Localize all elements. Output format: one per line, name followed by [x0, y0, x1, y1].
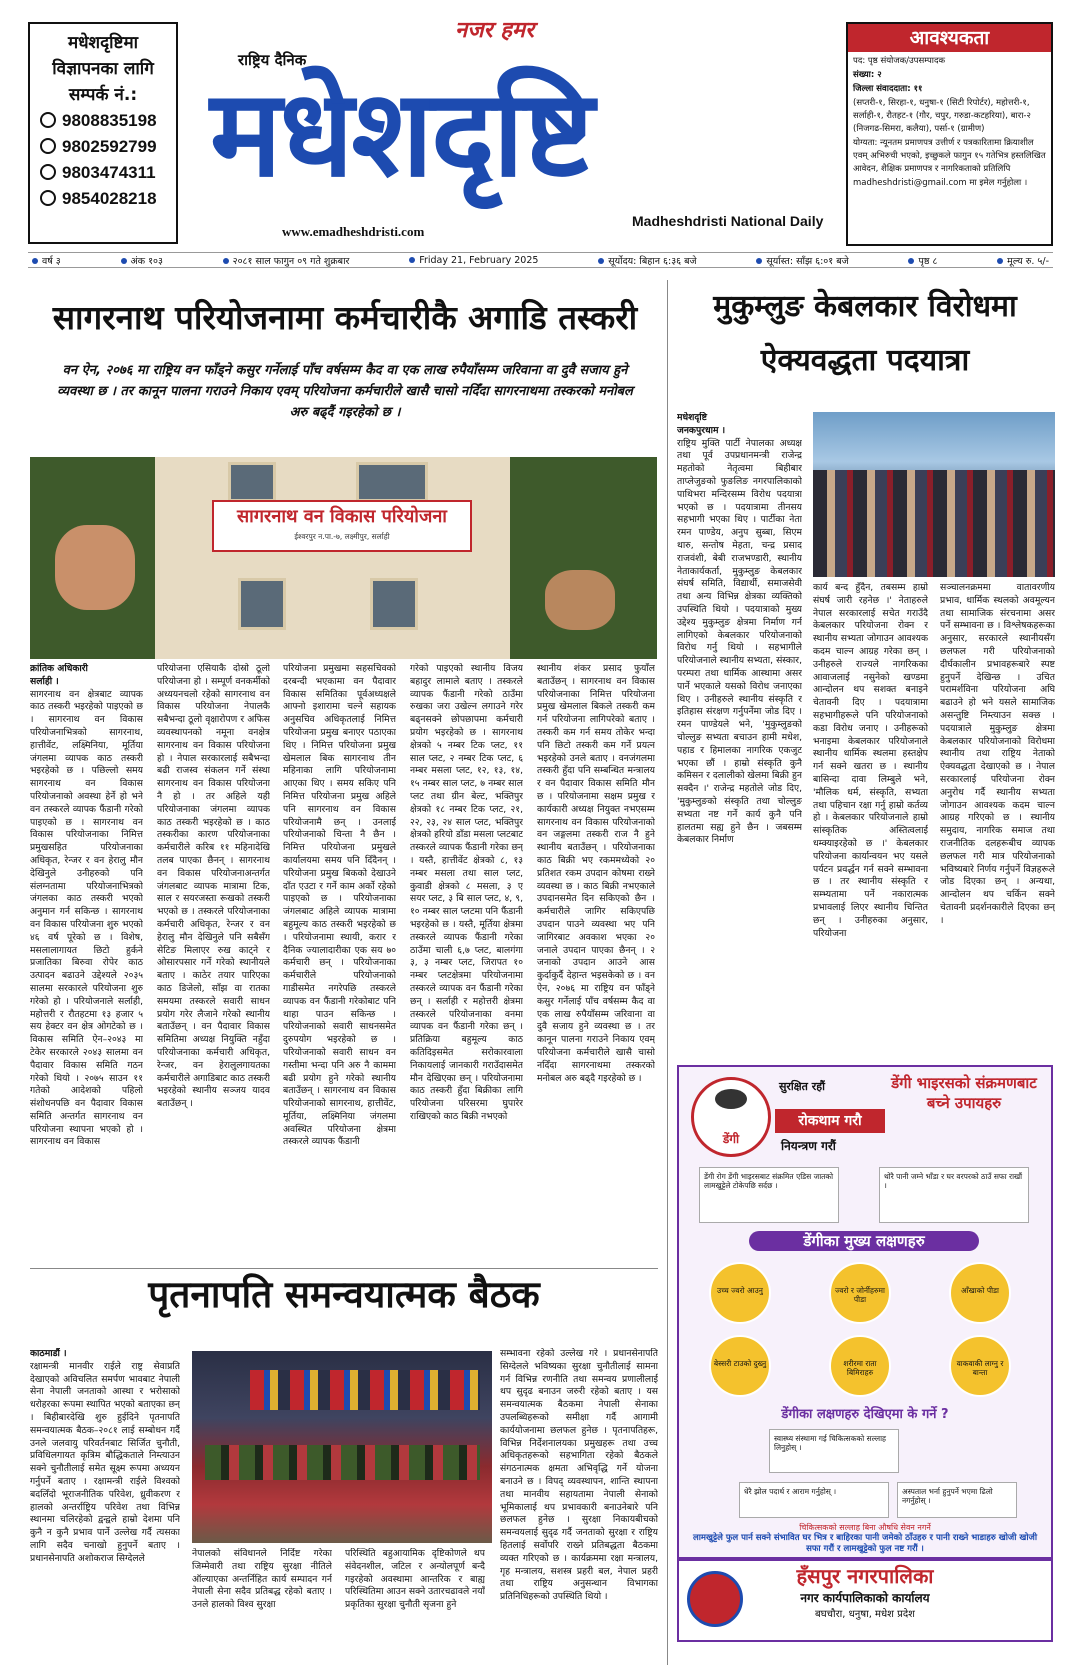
symptom-fever: उच्च ज्वरो आउनु	[709, 1262, 771, 1324]
action-box: स्वास्थ्य संस्थामा गई चिकित्सकको सल्लाह लिनुहोस् ।	[769, 1429, 899, 1473]
req-line: जिल्ला संवाददाता: ११	[853, 84, 923, 94]
municipality-address: बघचौरा, धनुषा, मधेश प्रदेश	[815, 1609, 915, 1620]
prevent-info-box: थोरै पानी जम्ने भाँडा र घर वरपरको ठाउँ सफा राखौं ।	[879, 1167, 1029, 1223]
phone-icon	[40, 112, 56, 128]
website-link[interactable]: www.emadheshdristi.com	[282, 224, 425, 239]
prevent-banner: रोकथाम गरौ	[775, 1109, 885, 1133]
price: मूल्य रु. ५/-	[997, 254, 1049, 267]
body-text: राष्ट्रिय मुक्ति पार्टी नेपालका अध्यक्ष तथा पूर्व उपप्रधानमन्त्री राजेन्द्र महतोको नेतृत्वमा बिहीबार ताप्लेजुङको फुङलिङ नगरपालिकाको पाथिभरा मन्दिरसम्म विरोध पदयात्रा भएको छ । पदयात्रामा तीनसय सहभागी भएका थिए । पार्टीका नेता रमन पाण्डेय, अनुप सुब्बा, सिएम थारु, सन्तोष मेहता, चन्द्र प्रसाद राजवंशी, बेबी राजभण्डारी, स्थानीय नेताकार्यकर्ता, मुकुम्लुङ केबलकार संघर्ष समिति, विद्यार्थी, समाजसेवी तथा अन्य विभिन्न क्षेत्रका व्यक्तिको उपस्थिति थियो । पदयात्राको मुख्य उद्देश्य मुकुम्लुङ क्षेत्रमा निर्माण गर्न लागिएको केबलकार परियोजनाको विरोध गर्नु थियो । सहभागीले परियोजनाले स्थानीय सभ्यता, संस्कार, परम्परा तथा धार्मिक आस्थामा असर पार्ने भएकाले यसको विरोध जनाएका थिए । उनीहरुले स्थानीय संस्कृति र इतिहास संरक्षण गर्नुपर्नेमा जोड दिए । रमन पाण्डेयले भने, 'मुकुम्लुङको चोल्लुङ सभ्यता बचाउन हामी मधेश, पहाड र हिमालका नागरिक एकजुट भएका छौं । हाम्रो संस्कृति कुनै कमिसन र दलालीको खेलमा बिक्री हुन सक्दैन ।' राजेन्द्र महतोले जोड दिए, 'मुकुम्लुङको संस्कृति तथा चोल्लुङ सभ्यता नष्ट गर्ने कार्य कुनै पनि हालतमा सह्य हुने छैन । जबसम्म केबलकार निर्माण	[677, 437, 802, 846]
sagar-col-1	[30, 663, 143, 1263]
sagar-col-2	[157, 663, 270, 1263]
mosquito-icon	[715, 1089, 747, 1109]
body-text: नेपालको संविधानले निर्दिष्ट गरेका जिम्मेवारी तथा राष्ट्रिय सुरक्षा नीतिले ऑल्याएका अन्तर्निहित कार्य सम्पादन गर्न नेपाली सेना सदैव प्रतिबद्ध रहेको बताए । उनले हालको विश्व सुरक्षा	[192, 1548, 332, 1611]
ad-line-2: विज्ञापनका लागि	[52, 59, 154, 79]
symptoms-title: डेंगीका मुख्य लक्षणहरु	[749, 1231, 979, 1251]
volume: वर्ष ३	[32, 254, 61, 267]
phone-number: 9808835198	[34, 108, 172, 134]
sign-subtitle: ईश्वरपुर न.पा.-७, लक्ष्मीपुर, सर्लाही	[294, 532, 390, 541]
body-text: परिस्थिति बहुआयामिक दृष्टिकोणले थप संवेदनशील, जटिल र अन्योलपूर्ण बन्दै गइरहेको अवस्थामा आन्तरिक र बाह्य परिस्थितिमा आउन सक्ने उतारचढावले नयाँ प्रकृतिका सुरक्षा चुनौती सृजना हुने	[345, 1548, 485, 1611]
nepali-date: २०८१ साल फागुन ०९ गते शुक्रबार	[223, 254, 350, 267]
symptom-eye-pain: आँखाको पीडा	[949, 1262, 1011, 1324]
body-text: गरेको पाइएको स्थानीय विजय बहादुर लामाले बताए । तस्करले व्यापक फैंडानी गरेको ठाउँमा रुखका जरा उखेल्न लगाउने गरेर बढ्नसक्ने छोपछापमा कर्मचारी प्रयोग भइरहेको छ । सागरनाथ क्षेत्रको ५ नम्बर टिक प्लट, ११ साल प्लट, २ नम्बर टिक प्लट, ६ नम्बर मसला प्लट, १२, १३, १४, १५ नम्बर साल प्लट, ७ नम्बर साल प्लट तथा ग्रीन बेल्ट, भक्तिपुर क्षेत्रको १८ नम्बर टिक प्लट, २१, २२, २३, २४ साल प्लट, भक्तिपुर क्षेत्रको हरियो डाँडा मसला प्लटबाट तस्करले व्यापक फैंडानी गरेका छन् । यस्तै, हात्तीवेंट क्षेत्रको ८, १३ नम्बर मसला तथा साल प्लट, कुवाडी क्षेत्रको ८ मसला, ३ ए सयर प्लट, ३ बि साल प्लट, ४, ९, १० नम्बर साल प्लटमा पनि फैंडानी भइरहेको छ । यस्तै, मूर्तिया क्षेत्रमा तस्करले व्यापक फैंडानी गरेका ठाउँमा चाली ६,७ प्लट, बालगंगा ३, ३ नम्बर प्लट, जिरापत १० नम्बर प्लटक्षेत्रमा परियोजनामा तस्करले व्यापक वन फैंडानी गरेका छन् । सर्लाही र महोत्तरी क्षेत्रमा तस्करले परियोजनाका वनमा व्यापक वन फैंडानी गरेका छन् । प्रतिक्रिया बहुमूल्य काठ कतिदिइसमेत सरोकारवाला निकायलाई जानकारी गराउँदासमेत मौन देखिएका छन् । परियोजनामा काठ तस्करी हुँदा बिक्रीका लागि परियोजना परिसरमा घुपारेर राखिएको काठ बिक्री नभएको	[410, 663, 523, 1122]
putan-col-2	[192, 1548, 332, 1663]
req-line: madheshdristi@gmail.com मा इमेल गर्नुहोला ।	[853, 178, 1028, 188]
putan-col-1	[30, 1348, 180, 1663]
sign-title: सागरनाथ वन विकास परियोजना	[237, 506, 447, 527]
mukum-headline-line-1: मुकुम्लुङ केबलकार विरोधमा	[713, 289, 1017, 324]
issue: अंक १०३	[121, 254, 163, 267]
english-name: Madheshdristi National Daily	[632, 213, 824, 229]
tree-stump	[55, 525, 135, 610]
tagline: नजर हमर	[455, 18, 535, 43]
putan-col-4	[500, 1348, 658, 1663]
dateline: जनकपुरधाम ।	[677, 424, 726, 436]
control-line: नियन्त्रण गरौं	[781, 1139, 836, 1153]
meeting-attendees	[205, 1445, 480, 1480]
req-line: संख्या: २	[853, 70, 882, 80]
window	[356, 462, 428, 502]
phone-number: 9854028218	[34, 186, 172, 212]
window	[238, 578, 286, 630]
building-wall	[155, 457, 510, 659]
symptom-rash: शरीरमा राता बिमिराहरु	[829, 1335, 891, 1397]
phone-number: 9802592799	[34, 134, 172, 160]
footer-note: लामखुट्टेले फुल पार्न सक्ने संभावित घर भित्र र बाहिरका पानी जमेको ठाँउहरु र पानी राख्ने भाडाहरु खोजी खोजी सफा गरौं र लामखुट्टेको फुल नष्ट गरौं ।	[692, 1533, 1038, 1554]
symptom-headache: बेस्सरी टाउको दुख्नु	[709, 1335, 771, 1397]
body-text: रक्षामन्त्री मानवीर राईले राष्ट्र सेवाप्रति देखाएको अविचलित समर्पण भावबाट नेपाली सेना नेपाली जनताको आस्था र भरोसाको धरोहरका रूपमा स्थापित भएको बताएका छन् । बिहीबारदेखि शुरु हुईदिने पृतनापति समन्वयात्मक बैठक–२०८१ लाई सम्बोधन गर्दै उनले जलवायु परिवर्तनबाट सिर्जित चुनौती, प्रविधिलगायत कृत्रिम बौद्धिकताले निम्त्याउन सक्ने चुनौतीलाई समेत सूक्ष्म रूपमा अध्ययन गर्नुपर्ने बताए । रक्षामन्त्री राईले विश्वको बदलिँदो भूराजनीतिक परिवेश, ध्रुवीकरण र हालको अन्तर्राष्ट्रिय परिवेश तथा विभिन्न स्थानमा चलिरहेको द्वन्द्वले हाम्रो देशमा पनि कुनै न कुनै प्रभाव पार्ने उल्लेख गर्दै त्यसका लागि सदैव चनाखो हुनुपर्ने बताए । प्रधानसेनापति अशोकराज सिग्देलले	[30, 1360, 180, 1564]
municipality-office: नगर कार्यपालिकाको कार्यालय	[800, 1591, 930, 1605]
english-date: Friday 21, February 2025	[409, 255, 538, 266]
req-line: (सप्तरी-१, सिरहा-१, धनुषा-१ (सिटी रिपोर्टर), महोत्तरी-१, सर्लाही-१, रौतहट-१ (गौर, चपुर, गरुडा-कटहरिया), बारा-२ (निजगढ-सिमरा, कलैया), पर्सा-१ (ग्रामीण)	[853, 98, 1031, 134]
putan-headline: पृतनापति समन्वयात्मक बैठक	[148, 1273, 540, 1316]
byline: क्रांतिक अधिकारी	[30, 663, 88, 674]
ad-line-1: मधेशदृष्टिमा	[67, 33, 139, 53]
byline: मधेशदृष्टि	[677, 412, 708, 423]
municipality-footer	[677, 1559, 1053, 1642]
page-number: पृष्ठ ८	[908, 254, 937, 267]
newspaper-title: मधेशदृष्टि	[210, 65, 593, 204]
action-title: डेंगीका लक्षणहरु देखिएमा के गर्ने ?	[781, 1407, 949, 1422]
window	[370, 578, 418, 630]
mukum-col-3	[940, 582, 1055, 1062]
advertising-contact-box	[28, 22, 178, 244]
mukum-col-1	[677, 412, 802, 1067]
sagar-col-3	[283, 663, 396, 1263]
phone-icon	[40, 190, 56, 206]
mukum-headline-line-2: ऐक्यवद्धता पदयात्रा	[760, 343, 970, 378]
rally-crowd	[813, 470, 1055, 577]
action-box: धेरै झोल पदार्थ र आराम गर्नुहोस् ।	[739, 1482, 889, 1518]
body-text: सञ्चालनक्रममा वातावरणीय प्रभाव, धार्मिक स्थलको अवमूल्यन तथा सामाजिक संरचनामा असर पर्ने सम्भावना छ । विश्लेषकहरूका अनुसार, सरकारले स्थानीयसँग छलफल गरी परियोजनाको दीर्घकालीन प्रभावहरूबारे स्पष्ट हुनुपर्ने देखिन्छ । उचित परामर्शविना परियोजना अघि बढाउने हो भने यसले सामाजिक असन्तुष्टि निम्त्याउन सक्छ । पदयात्राले मुकुम्लुङ क्षेत्रमा केबलकार परियोजनाको विरोधमा स्थानीय तथा राष्ट्रिय नेताको ऐक्यवद्धता देखाएको छ । नेपाल सरकारलाई परियोजना रोक्न अनुरोध गर्दै स्थानीय सभ्यता जोगाउन आवश्यक कदम चाल्न आग्रह गरिएको छ । स्थानीय समुदाय, नागरिक समाज तथा राजनीतिक दलहरूबीच व्यापक छलफल गरी मात्र परियोजनाको भविष्यबारे निर्णय गर्नुपर्ने विज्ञहरूले जोड दिएका छन् । अन्यथा, आन्दोलन थप चर्किन सक्ने चेतावनी प्रदर्शनकारीले दिएका छन् ।	[940, 582, 1055, 926]
municipality-emblem	[687, 1571, 743, 1627]
municipality-name: हँसपुर नगरपालिका	[796, 1564, 934, 1588]
subtitle: राष्ट्रिय दैनिक	[238, 51, 307, 69]
sunrise: सूर्योदय: बिहान ६:३६ बजे	[598, 254, 696, 267]
action-box: अस्पताल भर्ना हुनुपर्ने भएमा ढिलो नगर्नुहोस् ।	[897, 1482, 1017, 1518]
body-text: कार्य बन्द हुँदैन, तबसम्म हाम्रो संघर्ष जारी रहनेछ ।' नेताहरुले नेपाल सरकारलाई सचेत गराउँदै केबलकार परियोजना रोक्न र स्थानीय सभ्यता जोगाउन आवश्यक कदम चाल्न आग्रह गरेका छन् । उनीहरुले राज्यले नागरिकका आवाजलाई नसुनेको खण्डमा आन्दोलन थप सशक्त बनाइने चेतावनी दिए । पदयात्रामा सहभागीहरूले पनि परियोजनाको कडा विरोध जनाए । उनीहरूको भनाइमा केबलकार परियोजनाले स्थानीय धार्मिक स्थलमा हस्तक्षेप गर्न सक्ने खतरा छ । स्थानीय बासिन्दा दावा लिम्बुले भने, 'मौलिक धर्म, संस्कृति, सभ्यता तथा पहिचान रक्षा गर्नु हाम्रो कर्तव्य हो । केबलकार परियोजनाले हाम्रो सांस्कृतिक अस्तित्वलाई धम्क्याइरहेको छ ।' केबलकार परियोजना कार्यान्वयन भए यसले पर्यटन प्रवर्द्धन गर्न सक्ने सम्भावना छ । तर स्थानीय संस्कृति र सम्भ्यतामा पर्ने नकारात्मक प्रभावलाई लिएर स्थानीय चिन्तित छन् । उनीहरुका अनुसार, परियोजना	[813, 582, 928, 939]
body-text: परियोजना प्रमुखमा सहसचिवको दरबन्दी भएकामा वन पैदावार विकास समितिका पूर्वअध्यक्षले आफ्नो इशारामा चल्ने सहायक अनुसचिव अधिकृतलाई निमित्त परियोजना प्रमुख बनाएर पठाएका थिए । निमित्त परियोजना प्रमुख खेमलाल बिक सागरनाथ तीन महिनाका लागि परियोजनामा आएका थिए । समय सकिए पनि निमित्त परियोजना प्रमुख अहिले पनि सागरनाथ वन विकास परियोजनामै छन् । उनलाई परियोजनाको चिन्ता नै छैन । निमित्त परियोजना प्रमुखले कार्यालयमा समय पनि दिँदैनन् । परियोजना प्रमुख बिकको देखाउने दाँत एउटा र गर्ने काम अर्को रहेको पाइएको छ । परियोजनाका जंगलबाट अहिले व्यापक मात्रामा बहुमूल्य काठ तस्करी भइरहेको छ । परियोजनामा स्थायी, करार र दैनिक ज्यालादारीका एक सय ७० कर्मचारी छन् । परियोजनाका कर्मचारीले परियोजनाको गाडीसमेत नगरेपछि तस्करले व्यापक वन फैंडानी गरेकोबाट पनि थाहा पाउन सकिन्छ । परियोजनाको सवारी साधनसमेत दुरुपयोग भइरहेको छ । परियोजनाको सवारी साधन वन गस्तीमा भन्दा पनि अरु नै काममा बढी प्रयोग हुने गरेको स्थानीय बताउँछन् । सागरनाथ वन विकास परियोजनाको सागरनाथ, हात्तीवेंट, मूर्तिया, लक्ष्मिनिया जंगलमा अवस्थित परियोजना क्षेत्रमा तस्करले व्यापक फैंडानी	[283, 663, 396, 1148]
meeting-flags	[250, 1370, 480, 1410]
section-divider	[30, 1268, 658, 1269]
body-text: सम्भावना रहेको उल्लेख गरे । प्रधानसेनापति सिग्देलले भविष्यका सुरक्षा चुनौतीलाई सामना गर्न विभिन्न रणनीति तथा समन्वय प्रणालीलाई थप सुदृढ बनाउन जरुरी रहेको बताए । यस समन्वयात्मक बैठकमा नेपाली सेनाका उपलब्धिहरूको समीक्षा गर्दै आगामी कार्ययोजनामा छलफल हुनेछ । पृतनापतिहरू, विभिन्न निर्देशनालयका प्रमुखहरू तथा उच्च अधिकृतहरूको सहभागिता रहेको बैठकले संगठनात्मक क्षमता अभिवृद्धि गर्ने योजना बनाउने छ । विपद् व्यवस्थापन, शान्ति स्थापना तथा मानवीय सहायतामा नेपाली सेनाको भूमिकालाई थप प्रभावकारी बनाउनेबारे पनि छलफल हुनेछ । सुरक्षा निकायबीचको समन्वयलाई सुदृढ गर्दै जनताको सुरक्षा र राष्ट्रिय हितलाई सर्वोपरि राख्ने प्रतिबद्धता बैठकमा व्यक्त गरिएको छ । कार्यक्रममा रक्षा मन्त्रालय, गृह मन्त्रालय, सशस्त्र प्रहरी बल, नेपाल प्रहरी तथा राष्ट्रिय अनुसन्धान विभागका प्रतिनिधिहरूको उपस्थिति थियो ।	[500, 1348, 658, 1603]
requirement-heading: आवश्यकता	[848, 24, 1051, 52]
dateline: सर्लाही ।	[30, 675, 59, 687]
req-line: योग्यता: न्यूनतम प्रमाणपत्र उत्तीर्ण र पत्रकारितामा क्रियाशील एवम् अभिरुची भएको, इच्छुकले फागुन १५ गतेभित्र हस्तलिखित आवेदन, शैक्षिक प्रमाणपत्र र नागरिकताको प्रतिलिपि	[853, 138, 1046, 174]
dengue-awareness-ad	[677, 1065, 1053, 1559]
ad-line-3: सम्पर्क नं.:	[68, 85, 138, 105]
mukum-col-2	[813, 582, 928, 1062]
sagar-lede: वन ऐन, २०७६ मा राष्ट्रिय वन फाँड्ने कसुर गर्नेलाई पाँच वर्षसम्म कैद वा एक लाख रुपैयाँसम्म जरिवाना वा दुवै सजाय हुने व्यवस्था छ । तर कानून पालना गराउने निकाय एवम् परियोजना कर्मचारीले खासै चासो नदिँदा सागरनाथमा तस्करको मनोबल अरु बढ्दैं गइरहेको छ ।	[57, 363, 633, 420]
dateline: काठमाडौं ।	[30, 1348, 67, 1359]
requirement-notice	[846, 22, 1053, 246]
putan-col-3	[345, 1548, 485, 1663]
info-strip	[28, 252, 1053, 268]
phone-number: 9803474311	[34, 160, 172, 186]
prevent-info-box: डेंगी रोग डेंगी भाइरसबाट संक्रमित एडिस जातको लामखुट्टेले टोकेपछि सर्दछ ।	[699, 1167, 839, 1223]
safe-line: सुरक्षित रहौं	[779, 1080, 825, 1093]
body-text: परियोजना एसियाकै दोस्रो ठूलो परियोजना हो । सम्पूर्ण वनकर्मीको अध्ययनचलो रहेको सागरनाथ वन विकास परियोजना नेपालकै सबैभन्दा ठूलो वृक्षारोपण र अफिस व्यवस्थापनको नमूना वनक्षेत्र सागरनाथ वन विकास परियोजना हो । नेपाल सरकारलाई सबैभन्दा बढी राजस्व संकलन गर्ने संस्था सागरनाथ वन विकास परियोजना नै हो । तर अहिले यही परियोजनाका जंगलमा व्यापक काठ तस्करी भइरहेको छ । काठ तस्करीका कारण परियोजनाका कर्मचारीले करिब ११ महिनादेखि तलब पाएका छैनन् । सागरनाथ वन विकास परियोजनाअन्तर्गत जंगलबाट व्यापक मात्रामा टिक, साल र सयरजस्ता रूखको तस्करी भएको छ । तस्करले परियोजनाका कर्मचारी अधिकृत, रेन्जर र वन हेरालु मौन देखिनुले पनि सबैसँग सेटिङ मिलाएर रुख काट्ने र ओसारपसार गर्ने गरेको स्थानीयले बताए । काठेर तयार पारिएका काठ डिजेलो, साँझ वा रातका समयमा तस्करले सवारी साधन प्रयोग गरेर लैजाने गरेको स्थानीय बताउँछन् । वन पैदावार विकास समितिमा अध्यक्ष नियुक्ति नहुँदा परियोजनाका कर्मचारी अधिकृत, रेन्जर, वन हेरालुलगायतका कर्मचारीले अगाडिबाट काठ तस्करी भइरहेको स्थानीय सञ्जय यादव बताउँछन् ।	[157, 663, 270, 1110]
window	[228, 462, 276, 502]
dengue-title: डेंगी भाइरसको संक्रमणबाट बच्ने उपायहरु	[891, 1074, 1037, 1112]
warning-line: चिकित्सकको सल्लाह बिना औषधि सेवन नगर्ने	[799, 1523, 931, 1532]
sagar-col-4	[410, 663, 523, 1263]
mosquito-label: डेंगी	[722, 1132, 740, 1146]
tree-stump	[545, 570, 615, 630]
symptom-vomit: वाकवाकी लाग्नु र बान्ता	[949, 1335, 1011, 1397]
sagar-col-5	[537, 663, 655, 1263]
symptom-joint-pain: ज्वरो र जोर्नीहरुमा पीडा	[829, 1262, 891, 1324]
phone-icon	[40, 138, 56, 154]
req-line: पद: पृष्ठ संयोजक/उपसम्पादक	[853, 56, 946, 66]
column-divider	[667, 280, 668, 1665]
sagar-headline: सागरनाथ परियोजनामा कर्मचारीकै अगाडि तस्करी	[52, 298, 638, 337]
phone-icon	[40, 164, 56, 180]
sunset: सूर्यास्त: साँझ ६:०१ बजे	[756, 254, 848, 267]
body-text: स्थानीय शंकर प्रसाद फुयाँल बताउँछन् । सागरनाथ वन विकास परियोजनाका निमित्त परियोजना प्रमुख खेमलाल बिकले तस्करी कम गर्न परियोजना लागिपरेको बताए । तस्करी कम गर्न समय तोकेर भन्दा पनि छिटो तस्करी कम गर्ने प्रयत्न भइरहेको उनले बताए । वनजंगलमा तस्करी हुँदा पनि सम्बन्धित मन्त्रालय र वन पैदावार विकास समिति मौन छ । परियोजनामा सक्षम प्रमुख र कार्यकारी अध्यक्ष नियुक्त नभएसम्म सागरनाथ वन विकास परियोजनाको वन जङ्गलमा तस्करी राज नै हुने स्थानीय बताउँछन् । परियोजनाका काठ बिक्री भए रकममध्येको २० प्रतिशत रकम उपदान कोषमा राख्ने व्यवस्था छ । काठ बिक्री नभएकाले उपदानसमेत दिन सकिएको छैन । कर्मचारीले जागिर सकिएपछि उपदान पाउने व्यवस्था भए पनि जागिरबाट अवकाश भएका २० जनाले उपदान पाएका छैनन् । २ जनाको उपदान आउने आस कुर्दाकुर्दै देहान्त भइसकेको छ । वन ऐन, २०७६ मा राष्ट्रिय वन फाँड्ने कसुर गर्नेलाई पाँच वर्षसम्म कैद वा एक लाख रुपैयाँसम्म जरिवाना वा दुवै सजाय हुने व्यवस्था छ । तर कानून पालना गराउने निकाय एवम् परियोजना कर्मचारीले खासै चासो नदिँदा सागरनाथमा तस्करको मनोबल अरु बढ्दै गइरहेको छ ।	[537, 663, 655, 1084]
body-text: सागरनाथ वन क्षेत्रबाट व्यापक काठ तस्करी भइरहेको पाइएको छ । सागरनाथ वन विकास परियोजनाभित्रको सागरनाथ, हात्तीवेंट, लक्ष्मिनिया, मूर्तिया जंगलमा व्यापक काठ तस्करी भइरहेको छ । पछिल्लो समय सागरनाथ वन विकास परियोजनाको अवस्था हेर्ने हो भने वन तस्करले व्यापक फैंडानी गरेको पाइएको छ । सागरनाथ वन विकास परियोजनाका निमित्त प्रमुखसहित परियोजनाका अधिकृत, रेन्जर र वन हेरालु मौन देखिनुले उनीहरुको पनि संलग्नतामा परियोजनाभित्रको जंगलका काठ तस्करी भएको अनुमान गर्न सकिन्छ । सागरनाथ वन विकास परियोजना शुरु भएको ४६ वर्ष पूरेको छ । विशेष, मसलालागायत छिटो हुर्कने प्रजातिका बिरुवा रोपेर काठ उत्पादन बढाउने उद्देश्यले २०३५ सालमा सरकारले परियोजना शुरु गरेको हो । परियोजनाले सर्लाही, महोत्तरी र रौतहटमा १३ हजार ५ सय हेक्टर वन क्षेत्र ओगटेको छ । विकास समिति ऐन–२०४३ मा टेकेर सरकारले २०४३ सालमा वन पैदावार विकास समिति गठन गरेको थियो । २०७५ साउन ११ गतेको आदेशको पहिलो संशोधनपछि वन पैदावार विकास समिति अन्तर्गत सागरनाथ वन परियोजना स्थापना भएको हो । सागरनाथ वन विकास	[30, 688, 143, 1148]
project-signboard	[212, 500, 472, 552]
